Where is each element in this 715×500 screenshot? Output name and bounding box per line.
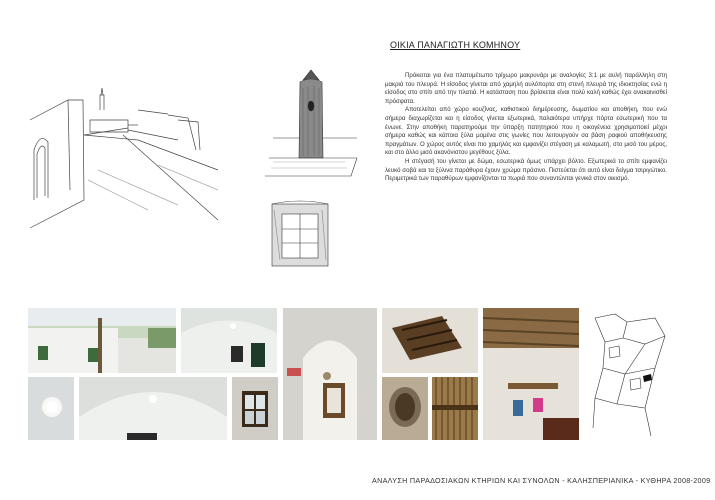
footer-caption: ΑΝΑΛΥΣΗ ΠΑΡΑΔΟΣΙΑΚΩΝ ΚΤΗΡΙΩΝ ΚΑΙ ΣΥΝΟΛΩΝ - ΚΑΛΗΣΠΕΡΙΑΝΙΚΑ - ΚΥΘΗΡΑ 2008-2009 xyxy=(372,476,711,485)
photo-exterior-house xyxy=(28,308,176,373)
paragraph-1: Πρόκειται για ένα πλατυμέτωπο τρίχωρο μακρυνάρι με αναλογίες 3:1 με αυλή παράλληλη στη μακριά του πλευρά. Η είσοδος γίνεται από χαμηλή αυλόπορτα στη στενή πλευρά της ιδιοκτησίας ενώ η είσοδος στο σπίτι από την πλατιά. Η κατάσταση που βρίσκεται είναι πολύ καλή καθώς έχει ανακαινισθεί πρόσφατα. xyxy=(385,72,667,105)
photo-reed-ceiling xyxy=(432,377,478,440)
paragraph-2: Αποτελείται από χώρο κουζίνας, καθιστικού διημέρευσης, δωματίου και αποθήκη, που ενώ σήμερα διαχωρίζεται και η είσοδος γίνεται εξωτερικά, παλαιότερα υπήρχε πόρτα εσωτερική που τα ένωνε. Στην αποθήκη παρατηρούμε την ύπαρξη πατητηριού που η οικογένεια χρησιμοποιεί μέχρι σήμερα καθώς και κάποια ξύλα μομένα στις γωνίες που λειτουργούν σα βάση ραφιού αποθήκευσης πραγμάτων. Ο χώρος αυτός είναι πιο χαμηλός και εμφανίζει στέγαση με καλαμωτή, στο μισό του μέρος, και στο άλλο μισό ακανόνιστου μεγέθους ξύλα. xyxy=(385,106,667,157)
photo-interior-vault-1 xyxy=(181,308,277,373)
tower-sketch xyxy=(265,68,360,180)
photo-window-interior xyxy=(232,377,278,440)
photo-interior-arch xyxy=(283,308,377,440)
photo-ceiling-reeds xyxy=(382,308,478,373)
street-perspective-sketch xyxy=(28,80,223,230)
photo-interior-vault-2 xyxy=(79,377,227,440)
description-text xyxy=(385,72,667,184)
window-sketch xyxy=(270,200,332,270)
site-plan-map xyxy=(585,308,681,440)
page-title: ΟΙΚΙΑ ΠΑΝΑΓΙΩΤΗ ΚΟΜΗΝΟΥ xyxy=(390,40,521,50)
paragraph-3: Η στέγασή του γίνεται με δώμα, εσωτερικά όμως υπάρχει βόλτο. Εξωτερικά το σπίτι εμφανίζει λευκό σοβά και τα ξύλινα παράθυρα έχουν χρώμα πράσινο. Πιστεύεται ότι αυτό είναι δείγμα τσιριγώτικο. Περιμετρικά των παραθύρων εμφανίζονται τα πωριά που συναντώνται γενικά στον οικισμό. xyxy=(385,157,667,183)
photo-ceiling-light xyxy=(28,377,74,440)
photo-wine-press xyxy=(382,377,428,440)
photo-kitchen-ceiling xyxy=(483,308,579,440)
